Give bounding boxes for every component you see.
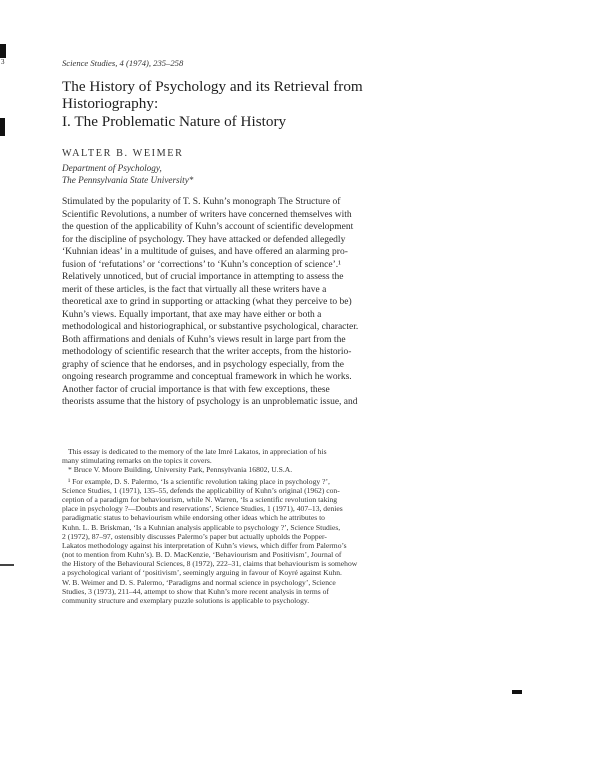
scan-mark-left [0,564,14,566]
body-line: Both affirmations and denials of Kuhn’s views result in large part from the [62,334,346,345]
body-line: the question of the applicability of Kuhn’s account of scientific development [62,222,354,232]
footnote-line: community structure and exemplary puzzle solutions is applicable to psychology. [62,596,310,605]
dedication-note: many stimulating remarks on the topics it covers. [62,456,212,466]
body-line: Kuhn’s views. Equally important, that axe may have either or both a [62,309,322,320]
footnote-line: W. B. Weimer and D. S. Palermo, ‘Paradigms and normal science in psychology’, Science [62,577,336,587]
footnote-line: the History of the Behavioural Sciences, 8 (1972), 222–31, claims that behaviourism is somehow [62,559,358,569]
margin-numeral: 3 [1,58,5,66]
footnote-line: (not to mention from Kuhn’s). B. D. MacKenzie, ‘Behaviourism and Positivism’, Journal of [62,550,342,560]
body-line: graphy of science that he endorses, and in psychology especially, from the [62,359,344,370]
article-title [62,78,562,130]
dedication-note: This essay is dedicated to the memory of the late Imré Lakatos, in appreciation of his [68,447,327,456]
title-line-2: Historiography: [62,95,159,113]
journal-reference: Science Studies, 4 (1974), 235–258 [62,58,184,68]
body-line: ongoing research programme and conceptual framework in which he works. [62,372,352,382]
body-line: fusion of ‘refutations’ or ‘corrections’ to ‘Kuhn’s conception of science’.¹ [62,259,341,270]
body-line: theorists assume that the history of psychology is an unproblematic issue, and [62,397,358,407]
body-line: ‘Kuhnian ideas’ in a multitude of guises, and have offered an alarming pro- [62,247,348,257]
body-text [62,196,534,409]
body-line: for the discipline of psychology. They have attacked or defended allegedly [62,234,346,245]
footnote-line: Science Studies, 1 (1971), 135–55, defends the applicability of Kuhn’s original (1962) con- [62,485,340,495]
author-name: WALTER B. WEIMER [62,148,184,159]
footnote-line: Kuhn. L. B. Briskman, ‘Is a Kuhnian analysis applicable to psychology ?’, Science Studies, [62,522,341,532]
title-line-3: I. The Problematic Nature of History [62,112,287,130]
footnote-line: a psychological variant of ‘positivism’, seemingly arguing in favour of Koyré against Kuhn. [62,568,342,578]
scan-mark-right [512,690,522,694]
footnote-line: paradigmatic status to behaviourism while endorsing other ideas which he attributes to [62,513,325,523]
binding-mark-middle [0,118,5,136]
body-line: Stimulated by the popularity of T. S. Kuhn’s monograph The Structure of [62,197,341,207]
binding-mark-top [0,44,6,58]
footnote-line: ception of a paradigm for behaviourism, while N. Warren, ‘Is a scientific revolution taking [62,494,338,504]
body-line: theoretical axe to grind in supporting or attacking (what they perceive to be) [62,297,352,307]
author-block [62,148,193,187]
footnotes [62,447,534,605]
footnote-line: Studies, 3 (1973), 211–44, attempt to show that Kuhn’s more recent analysis in terms of [62,586,329,596]
footnote-line: 2 (1972), 87–97, ostensibly discusses Palermo’s paper but actually upholds the Popper- [62,531,327,541]
footnote-line: place in psychology ?—Doubts and reservations’, Science Studies, 1 (1971), 407–13, denies [62,504,343,514]
body-line: Relatively unnoticed, but of crucial importance in attempting to assess the [62,272,344,282]
body-line: methodological and historiographical, or substantive psychological, character. [62,322,359,332]
body-line: Scientific Revolutions, a number of writers have concerned themselves with [62,209,352,220]
body-line: merit of these articles, is the fact that virtually all these writers have a [62,284,327,295]
footnote-line: ¹ For example, D. S. Palermo, ‘Is a scientific revolution taking place in psychology ?’, [68,476,330,486]
author-university: The Pennsylvania State University* [62,175,194,186]
body-line: Another factor of crucial importance is that with few exceptions, these [62,384,330,395]
title-line-1: The History of Psychology and its Retrieval from [62,78,363,95]
footnote-line: Lakatos methodology against his interpretation of Kuhn’s views, which differ from Palermo’s [62,540,347,550]
author-department: Department of Psychology, [62,163,162,173]
address-note: * Bruce V. Moore Building, University Park, Pennsylvania 16802, U.S.A. [68,465,293,475]
body-line: methodology of scientific research that the writer accepts, from the historio- [62,347,352,357]
